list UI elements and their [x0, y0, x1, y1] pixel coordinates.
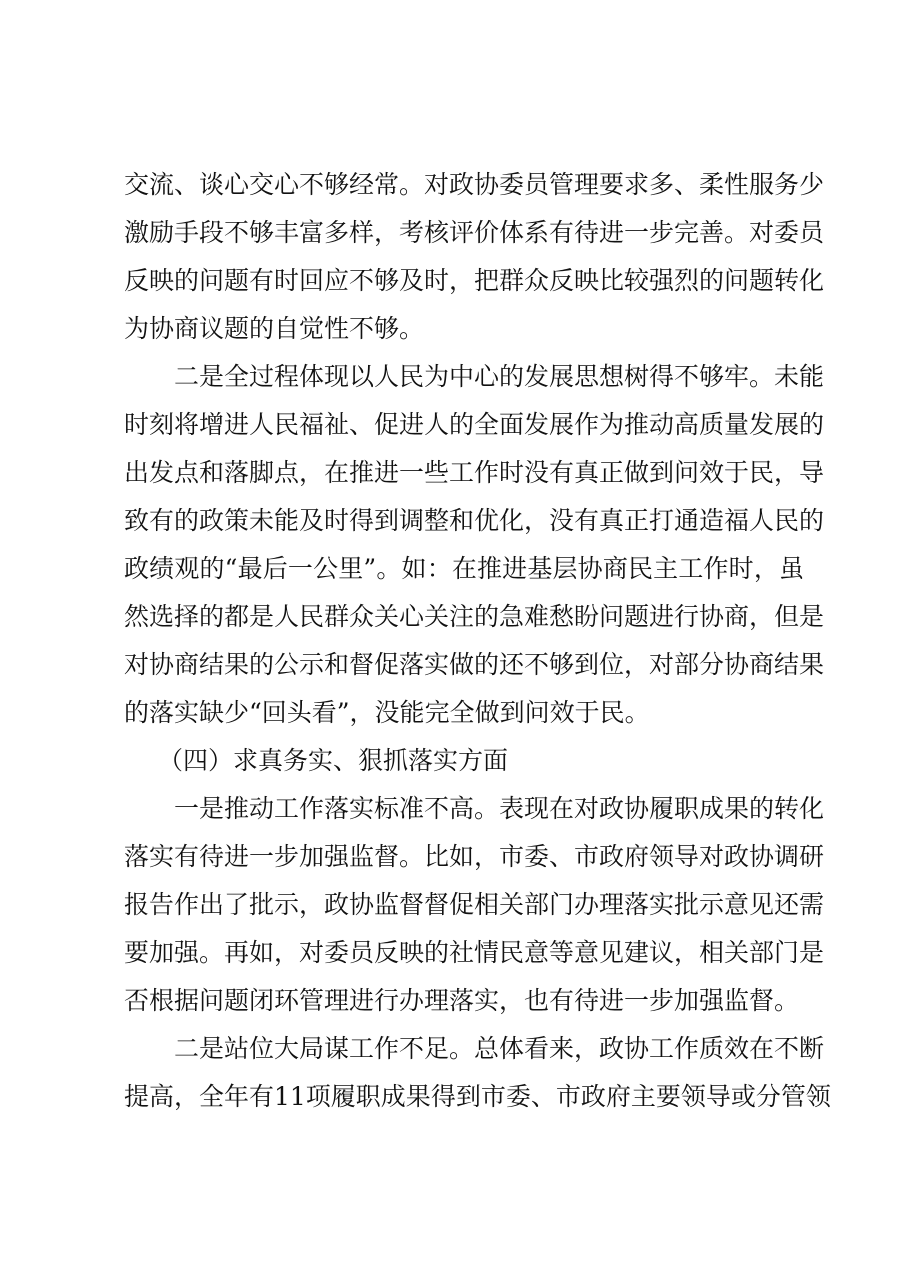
- paragraph-2-line-7: 对协商结果的公示和督促落实做的还不够到位，对部分协商结果: [124, 650, 825, 679]
- paragraph-3-line-5: 否根据问题闭环管理进行办理落实，也有待进一步加强监督。: [124, 986, 800, 1015]
- paragraph-4-line-2: 提高，全年有11项履职成果得到市委、市政府主要领导或分管领: [124, 1082, 831, 1111]
- section-heading: （四）求真务实、狠抓落实方面: [158, 746, 509, 775]
- paragraph-2-line-8: 的落实缺少“回头看”，没能完全做到问效于民。: [124, 698, 650, 727]
- paragraph-2-line-1: 二是全过程体现以人民为中心的发展思想树得不够牢。未能: [174, 362, 825, 391]
- paragraph-1-line-2: 激励手段不够丰富多样，考核评价体系有待进一步完善。对委员: [124, 218, 825, 247]
- paragraph-1-line-4: 为协商议题的自觉性不够。: [124, 314, 425, 343]
- paragraph-3-line-1: 一是推动工作落实标准不高。表现在对政协履职成果的转化: [174, 794, 825, 823]
- paragraph-3-line-2: 落实有待进一步加强监督。比如，市委、市政府领导对政协调研: [124, 842, 825, 871]
- paragraph-1-line-1: 交流、谈心交心不够经常。对政协委员管理要求多、柔性服务少: [124, 170, 825, 199]
- paragraph-2-line-5: 政绩观的“最后一公里”。如：在推进基层协商民主工作时，虽: [124, 554, 804, 583]
- paragraph-3-line-4: 要加强。再如，对委员反映的社情民意等意见建议，相关部门是: [124, 938, 825, 967]
- paragraph-2-line-6: 然选择的都是人民群众关心关注的急难愁盼问题进行协商，但是: [124, 602, 825, 631]
- paragraph-2-line-2: 时刻将增进人民福祉、促进人的全面发展作为推动高质量发展的: [124, 410, 825, 439]
- paragraph-2-line-3: 出发点和落脚点，在推进一些工作时没有真正做到问效于民，导: [124, 458, 825, 487]
- paragraph-3-line-3: 报告作出了批示，政协监督督促相关部门办理落实批示意见还需: [124, 890, 825, 919]
- paragraph-4-line-1: 二是站位大局谋工作不足。总体看来，政协工作质效在不断: [174, 1034, 825, 1063]
- paragraph-1-line-3: 反映的问题有时回应不够及时，把群众反映比较强烈的问题转化: [124, 266, 825, 295]
- paragraph-2-line-4: 致有的政策未能及时得到调整和优化，没有真正打通造福人民的: [124, 506, 825, 535]
